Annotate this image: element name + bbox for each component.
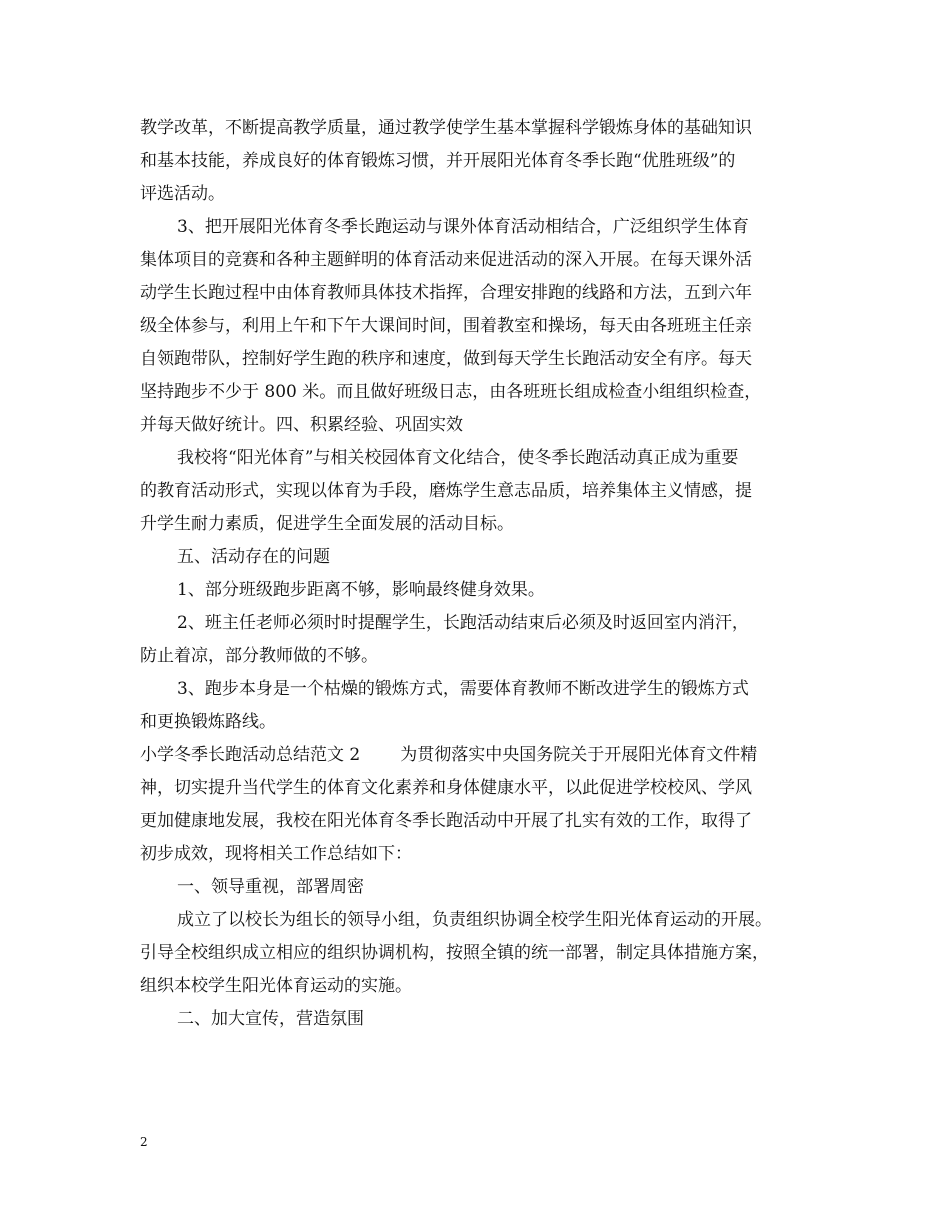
text-line: 并每天做好统计。四、积累经验、巩固实效	[140, 415, 463, 435]
text-line: 引导全校组织成立相应的组织协调机构，按照全镇的统一部署，制定具体措施方案，	[140, 943, 769, 963]
section-heading: 一、领导重视，部署周密	[177, 877, 364, 897]
text-line: 神，切实提升当代学生的体育文化素养和身体健康水平，以此促进学校校风、学风	[140, 778, 752, 798]
text-line: 成立了以校长为组长的领导小组，负责组织协调全校学生阳光体育运动的开展。	[177, 910, 772, 930]
section-heading: 二、加大宣传，营造氛围	[177, 1009, 364, 1029]
text-line: 更加健康地发展，我校在阳光体育冬季长跑活动中开展了扎实有效的工作，取得了	[140, 811, 752, 831]
text-line: 和更换锻炼路线。	[140, 712, 276, 732]
document-body	[140, 112, 820, 1036]
text-line: 3、把开展阳光体育冬季长跑运动与课外体育活动相结合，广泛组织学生体育	[177, 217, 749, 237]
text-line: 集体项目的竞赛和各种主题鲜明的体育活动来促进活动的深入开展。在每天课外活	[140, 250, 752, 270]
article-intro: 为贯彻落实中央国务院关于开展阳光体育文件精	[400, 745, 758, 765]
text-line: 2、班主任老师必须时时提醒学生，长跑活动结束后必须及时返回室内消汗，	[177, 613, 749, 633]
text-line: 自领跑带队，控制好学生跑的秩序和速度，做到每天学生长跑活动安全有序。每天	[140, 349, 752, 369]
text-line: 3、跑步本身是一个枯燥的锻炼方式，需要体育教师不断改进学生的锻炼方式	[177, 679, 749, 699]
text-line: 防止着凉，部分教师做的不够。	[140, 646, 378, 666]
text-line: 坚持跑步不少于 800 米。而且做好班级日志，由各班班长组成检查小组组织检查，	[140, 382, 762, 402]
text-line: 初步成效，现将相关工作总结如下：	[140, 844, 412, 864]
text-line: 评选活动。	[140, 184, 225, 204]
text-line: 教学改革，不断提高教学质量，通过教学使学生基本掌握科学锻炼身体的基础知识	[140, 118, 752, 138]
page-number: 2	[140, 1135, 148, 1149]
text-line: 升学生耐力素质，促进学生全面发展的活动目标。	[140, 514, 514, 534]
text-line: 动学生长跑过程中由体育教师具体技术指挥，合理安排跑的线路和方法，五到六年	[140, 283, 752, 303]
text-line: 级全体参与，利用上午和下午大课间时间，围着教室和操场，每天由各班班主任亲	[140, 316, 752, 336]
section-heading: 五、活动存在的问题	[177, 547, 330, 567]
text-line: 的教育活动形式，实现以体育为手段，磨炼学生意志品质，培养集体主义情感，提	[140, 481, 752, 501]
text-line: 1、部分班级跑步距离不够，影响最终健身效果。	[177, 580, 545, 600]
article-title: 小学冬季长跑活动总结范文 2	[140, 745, 361, 765]
article-title-line	[140, 739, 820, 772]
text-line: 组织本校学生阳光体育运动的实施。	[140, 976, 412, 996]
text-line: 和基本技能，养成良好的体育锻炼习惯，并开展阳光体育冬季长跑“优胜班级”的	[140, 151, 736, 171]
text-line: 我校将“阳光体育”与相关校园体育文化结合，使冬季长跑活动真正成为重要	[177, 448, 739, 468]
